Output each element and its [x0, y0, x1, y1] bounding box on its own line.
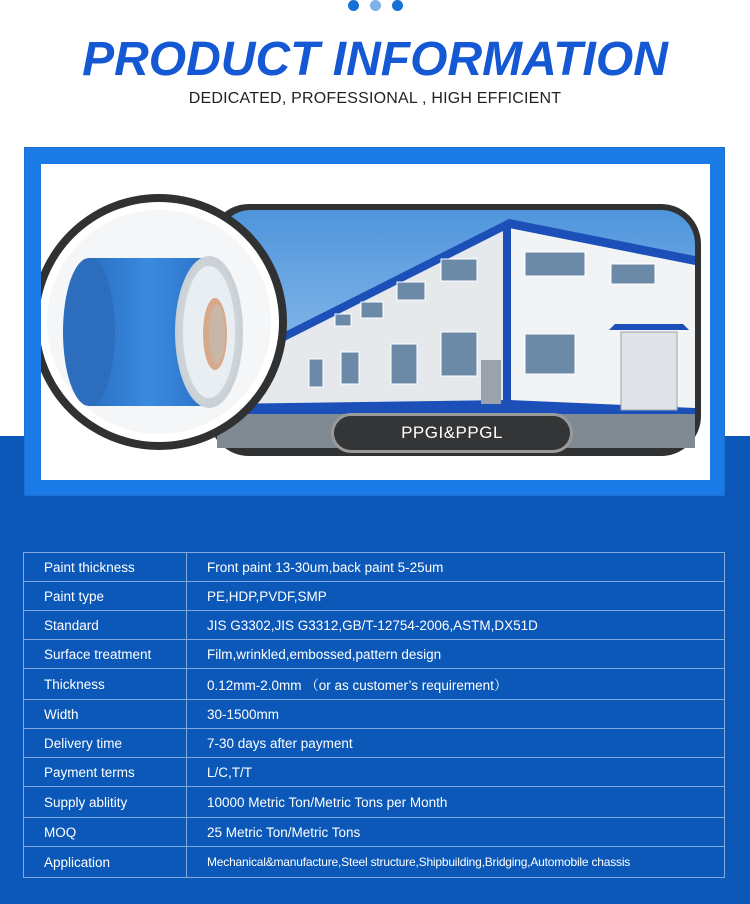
decorative-dots [346, 0, 406, 12]
spec-value: 7-30 days after payment [187, 729, 725, 758]
product-image-frame [24, 147, 725, 496]
table-row [24, 582, 725, 611]
spec-key: Width [24, 700, 187, 729]
spec-key: Surface treatment [24, 640, 187, 669]
table-row [24, 669, 725, 700]
page-subtitle: DEDICATED, PROFESSIONAL , HIGH EFFICIENT [188, 90, 562, 107]
dot-icon [348, 0, 359, 11]
product-image [41, 164, 710, 480]
table-row [24, 818, 725, 847]
spec-value: PE,HDP,PVDF,SMP [187, 582, 725, 611]
spec-value: Film,wrinkled,embossed,pattern design [187, 640, 725, 669]
spec-key: Delivery time [24, 729, 187, 758]
table-row [24, 758, 725, 787]
spec-value: 25 Metric Ton/Metric Tons [187, 818, 725, 847]
page-title: PRODUCT INFORMATION [82, 33, 668, 86]
spec-key: Thickness [24, 669, 187, 700]
spec-key: MOQ [24, 818, 187, 847]
table-row [24, 729, 725, 758]
table-row [24, 611, 725, 640]
spec-value: 30-1500mm [187, 700, 725, 729]
spec-value: Mechanical&manufacture,Steel structure,Shipbuilding,Bridging,Automobile chassis [187, 847, 725, 878]
table-row [24, 553, 725, 582]
table-row [24, 640, 725, 669]
spec-key: Supply ablitity [24, 787, 187, 818]
spec-key: Paint type [24, 582, 187, 611]
table-row [24, 700, 725, 729]
spec-value: L/C,T/T [187, 758, 725, 787]
spec-value: Front paint 13-30um,back paint 5-25um [187, 553, 725, 582]
spec-key: Payment terms [24, 758, 187, 787]
product-label: PPGI&PPGL [331, 413, 573, 453]
spec-key: Paint thickness [24, 553, 187, 582]
specification-table [23, 552, 725, 878]
table-row [24, 847, 725, 878]
dot-icon [370, 0, 381, 11]
spec-value: JIS G3302,JIS G3312,GB/T-12754-2006,ASTM,DX51D [187, 611, 725, 640]
spec-value: 10000 Metric Ton/Metric Tons per Month [187, 787, 725, 818]
spec-value: 0.12mm-2.0mm （or as customer’s requirement） [187, 669, 725, 700]
dot-icon [392, 0, 403, 11]
table-row [24, 787, 725, 818]
spec-key: Standard [24, 611, 187, 640]
spec-key: Application [24, 847, 187, 878]
